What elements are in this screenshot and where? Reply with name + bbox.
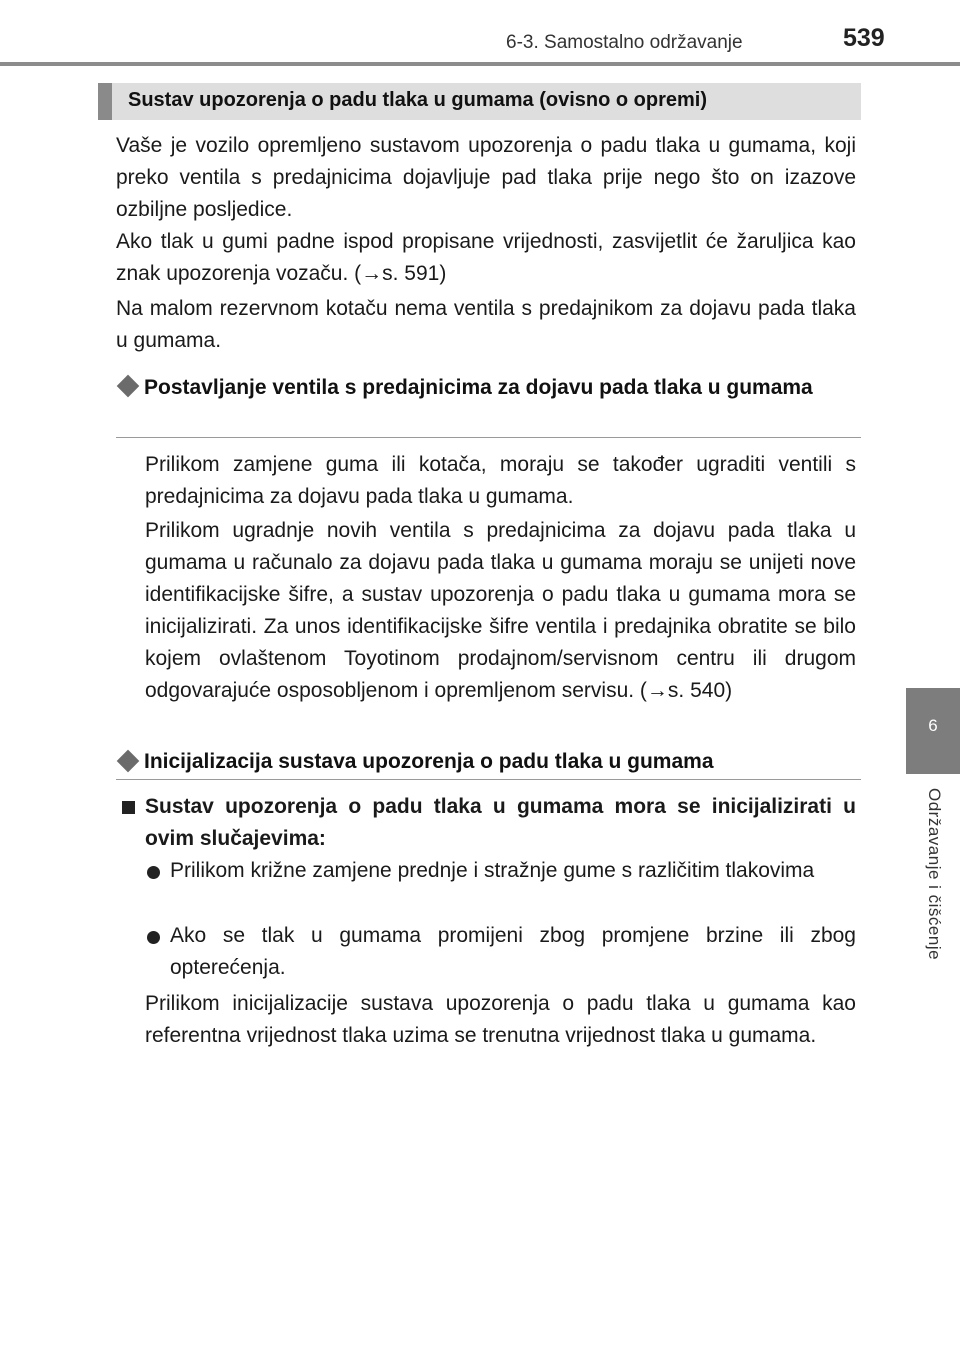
subsection1-paragraph-2: Prilikom ugradnje novih ventila s predajnicima za dojavu pada tlaka u gumama u računalo za dojavu pada tlaka u gumama moraju se unijeti nove identifikacijske šifre, a sustav upozorenja o padu tlaka u gumama mora se inicijalizirati. Za unos identifikacijske šifre ventila i predajnika obratite se bilo kojem ovlaštenom Toyotinom prodajnom/servisnom centru ili drugom odgovarajuće osposobljenom i opremljenom servisu. (→s. 540) (145, 519, 856, 702)
square-bullet-icon (122, 801, 135, 814)
round-bullet-icon (147, 931, 160, 944)
diamond-bullet-icon (117, 375, 140, 398)
subsection2-lead: Sustav upozorenja o padu tlaka u gumama mora se inicijalizirati u ovim slučajevima: (145, 795, 856, 850)
header-rule (0, 62, 960, 66)
subsection-heading-2 (116, 744, 861, 780)
header-section-ref: 6-3. Samostalno održavanje (506, 32, 743, 53)
chapter-number: 6 (928, 716, 938, 735)
bullet-item: Ako se tlak u gumama promijeni zbog promjene brzine ili zbog opterećenja. (170, 924, 856, 979)
subsection1-paragraph-1: Prilikom zamjene guma ili kotača, moraju se također ugraditi ventili s predajnicima za dojavu pada tlaka u gumama. (145, 453, 856, 508)
intro-paragraph-3: Na malom rezervnom kotaču nema ventila s predajnikom za dojavu pada tlaka u gumama. (116, 297, 856, 352)
subsection2-paragraph: Prilikom inicijalizacije sustava upozorenja o padu tlaka u gumama kao referentna vrijednost tlaka uzima se trenutna vrijednost tlaka u gumama. (145, 992, 856, 1047)
chapter-label: Održavanje i čišćenje (925, 788, 944, 961)
subsection-title-1: Postavljanje ventila s predajnicima za dojavu pada tlaka u gumama (144, 376, 813, 399)
bullet-item: Prilikom križne zamjene prednje i stražnje gume s različitim tlakovima (170, 859, 815, 882)
diamond-bullet-icon (117, 750, 140, 773)
page-number: 539 (843, 24, 885, 52)
section-title-bar (98, 83, 861, 120)
chapter-tab (906, 688, 960, 774)
section-title: Sustav upozorenja o padu tlaka u gumama (ovisno o opremi) (128, 89, 707, 111)
subsection-heading-1 (116, 370, 861, 438)
intro-paragraph-2: Ako tlak u gumi padne ispod propisane vrijednosti, zasvijetlit će žaruljica kao znak upozorenja vozaču. (→s. 591) (116, 230, 856, 285)
round-bullet-icon (147, 866, 160, 879)
subsection-title-2: Inicijalizacija sustava upozorenja o padu tlaka u gumama (144, 750, 714, 773)
intro-paragraph-1: Vaše je vozilo opremljeno sustavom upozorenja o padu tlaka u gumama, koji preko ventila s predajnicima dojavljuje pad tlaka prije nego što on izazove ozbiljne posljedice. (116, 134, 856, 221)
